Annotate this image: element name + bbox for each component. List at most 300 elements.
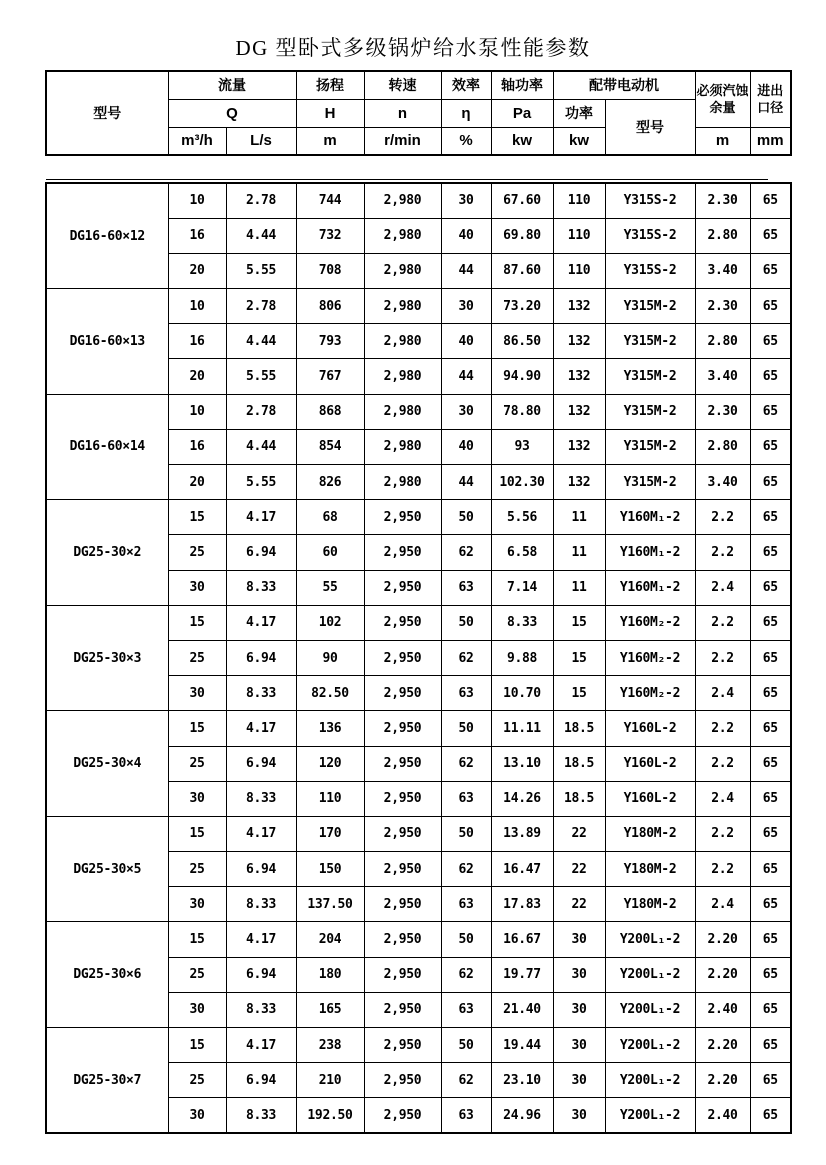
data-cell: 2.20 [695, 1028, 750, 1063]
data-cell: 65 [750, 1028, 791, 1063]
header-npsh-unit: m [695, 127, 750, 155]
data-cell: 8.33 [226, 781, 296, 816]
table-row [46, 816, 791, 851]
data-cell: 60 [296, 535, 364, 570]
data-cell: 2,980 [364, 324, 441, 359]
data-cell: 2.20 [695, 957, 750, 992]
data-cell: Y160M₁-2 [605, 500, 695, 535]
data-cell: 30 [168, 676, 226, 711]
data-cell: 30 [553, 1098, 605, 1133]
data-cell: 13.10 [491, 746, 553, 781]
data-cell: 9.88 [491, 640, 553, 675]
data-cell: 15 [168, 816, 226, 851]
data-cell: 30 [553, 1028, 605, 1063]
data-cell: 192.50 [296, 1098, 364, 1133]
data-cell: 63 [441, 992, 491, 1027]
header-ports: 进出口径 [750, 71, 791, 127]
data-cell: 2,980 [364, 183, 441, 218]
data-cell: 65 [750, 183, 791, 218]
data-cell: 4.17 [226, 816, 296, 851]
data-cell: 10.70 [491, 676, 553, 711]
pump-model-cell: DG25-30×7 [46, 1028, 168, 1134]
header-head: 扬程 [296, 71, 364, 99]
data-cell: 94.90 [491, 359, 553, 394]
header-ports-unit: mm [750, 127, 791, 155]
data-cell: 62 [441, 957, 491, 992]
data-cell: 2,980 [364, 289, 441, 324]
data-cell: 5.55 [226, 465, 296, 500]
data-cell: 4.17 [226, 922, 296, 957]
data-cell: 15 [168, 500, 226, 535]
header-efficiency-unit: % [441, 127, 491, 155]
data-cell: 150 [296, 852, 364, 887]
data-cell: 11 [553, 570, 605, 605]
data-cell: 2.40 [695, 992, 750, 1027]
data-cell: 93 [491, 429, 553, 464]
data-cell: Y200L₁-2 [605, 1063, 695, 1098]
data-cell: 11.11 [491, 711, 553, 746]
data-cell: 6.94 [226, 535, 296, 570]
data-cell: 10 [168, 394, 226, 429]
data-cell: 8.33 [226, 1098, 296, 1133]
data-cell: 65 [750, 957, 791, 992]
data-cell: 6.94 [226, 957, 296, 992]
data-cell: 65 [750, 640, 791, 675]
data-cell: 18.5 [553, 711, 605, 746]
data-cell: 67.60 [491, 183, 553, 218]
data-cell: 18.5 [553, 746, 605, 781]
data-cell: Y200L₁-2 [605, 922, 695, 957]
data-cell: 2.4 [695, 570, 750, 605]
data-cell: 110 [553, 253, 605, 288]
data-cell: 2,950 [364, 535, 441, 570]
data-cell: 30 [553, 957, 605, 992]
data-cell: 132 [553, 465, 605, 500]
data-cell: 132 [553, 359, 605, 394]
pump-table-body [46, 183, 791, 1133]
data-cell: 102.30 [491, 465, 553, 500]
data-cell: 63 [441, 570, 491, 605]
table-row [46, 289, 791, 324]
data-cell: Y160L-2 [605, 711, 695, 746]
data-cell: 6.58 [491, 535, 553, 570]
data-cell: 50 [441, 922, 491, 957]
data-cell: 2.20 [695, 922, 750, 957]
data-cell: 63 [441, 781, 491, 816]
data-cell: Y160L-2 [605, 746, 695, 781]
header-motor-model: 型号 [605, 99, 695, 155]
data-cell: 40 [441, 324, 491, 359]
data-cell: Y200L₁-2 [605, 992, 695, 1027]
data-cell: 30 [168, 570, 226, 605]
data-cell: Y315M-2 [605, 324, 695, 359]
data-cell: 65 [750, 852, 791, 887]
data-cell: 30 [441, 289, 491, 324]
page-title: DG 型卧式多级锅炉给水泵性能参数 [235, 36, 591, 60]
data-cell: 2,950 [364, 992, 441, 1027]
data-cell: 102 [296, 605, 364, 640]
data-cell: 20 [168, 359, 226, 394]
data-cell: 4.44 [226, 429, 296, 464]
data-cell: 63 [441, 1098, 491, 1133]
data-cell: 15 [168, 605, 226, 640]
data-cell: 65 [750, 218, 791, 253]
header-flow: 流量 [168, 71, 296, 99]
data-cell: 2.2 [695, 500, 750, 535]
data-cell: 8.33 [226, 992, 296, 1027]
data-cell: 120 [296, 746, 364, 781]
data-cell: 2.40 [695, 1098, 750, 1133]
data-cell: 65 [750, 429, 791, 464]
table-row [46, 183, 791, 218]
data-cell: 30 [441, 394, 491, 429]
header-flow-symbol: Q [168, 99, 296, 127]
header-speed-unit: r/min [364, 127, 441, 155]
data-cell: 6.94 [226, 852, 296, 887]
data-cell: 65 [750, 394, 791, 429]
data-cell: 170 [296, 816, 364, 851]
data-cell: Y315M-2 [605, 289, 695, 324]
data-cell: 2,950 [364, 781, 441, 816]
data-cell: 44 [441, 359, 491, 394]
data-cell: 50 [441, 500, 491, 535]
data-cell: 65 [750, 289, 791, 324]
data-cell: 87.60 [491, 253, 553, 288]
data-cell: 30 [553, 992, 605, 1027]
data-cell: 2,950 [364, 887, 441, 922]
data-cell: 65 [750, 887, 791, 922]
header-flow-unit-m3h: m³/h [168, 127, 226, 155]
data-cell: 2,950 [364, 500, 441, 535]
data-cell: 50 [441, 1028, 491, 1063]
data-cell: 8.33 [226, 676, 296, 711]
data-cell: 15 [553, 640, 605, 675]
data-cell: 2.2 [695, 535, 750, 570]
data-cell: 2,950 [364, 1063, 441, 1098]
data-cell: 16 [168, 324, 226, 359]
data-cell: 4.44 [226, 324, 296, 359]
data-cell: 6.94 [226, 746, 296, 781]
data-cell: 30 [553, 922, 605, 957]
data-cell: 2,950 [364, 605, 441, 640]
data-cell: 65 [750, 535, 791, 570]
data-cell: 11 [553, 500, 605, 535]
data-cell: 210 [296, 1063, 364, 1098]
data-cell: 65 [750, 992, 791, 1027]
data-cell: 25 [168, 957, 226, 992]
data-cell: 40 [441, 218, 491, 253]
data-cell: 5.55 [226, 359, 296, 394]
data-cell: 8.33 [491, 605, 553, 640]
data-cell: 2.2 [695, 816, 750, 851]
header-shaft-power-unit: kw [491, 127, 553, 155]
data-cell: 2.2 [695, 746, 750, 781]
data-cell: Y200L₁-2 [605, 1098, 695, 1133]
data-cell: 50 [441, 816, 491, 851]
data-cell: 65 [750, 605, 791, 640]
data-cell: 767 [296, 359, 364, 394]
data-cell: 86.50 [491, 324, 553, 359]
data-cell: 20 [168, 465, 226, 500]
data-cell: 16.47 [491, 852, 553, 887]
data-cell: 65 [750, 676, 791, 711]
data-cell: 11 [553, 535, 605, 570]
data-cell: 44 [441, 253, 491, 288]
data-cell: 30 [168, 1098, 226, 1133]
header-shaft-power: 轴功率 [491, 71, 553, 99]
table-row [46, 1028, 791, 1063]
data-cell: 65 [750, 359, 791, 394]
data-cell: 2,980 [364, 429, 441, 464]
data-cell: 165 [296, 992, 364, 1027]
data-cell: 17.83 [491, 887, 553, 922]
table-row [46, 500, 791, 535]
data-cell: Y160L-2 [605, 781, 695, 816]
data-cell: 65 [750, 922, 791, 957]
data-cell: 50 [441, 711, 491, 746]
pump-model-cell: DG25-30×6 [46, 922, 168, 1028]
data-cell: 69.80 [491, 218, 553, 253]
data-cell: 16 [168, 429, 226, 464]
data-cell: 8.33 [226, 887, 296, 922]
data-cell: 2.78 [226, 289, 296, 324]
data-cell: 13.89 [491, 816, 553, 851]
data-cell: 63 [441, 676, 491, 711]
table-row [46, 394, 791, 429]
data-cell: 4.17 [226, 500, 296, 535]
data-cell: 4.17 [226, 711, 296, 746]
data-cell: Y180M-2 [605, 887, 695, 922]
table-row [46, 605, 791, 640]
data-cell: 2,980 [364, 465, 441, 500]
pump-model-cell: DG25-30×3 [46, 605, 168, 711]
data-cell: 2,950 [364, 816, 441, 851]
data-cell: 2,950 [364, 957, 441, 992]
data-cell: 65 [750, 711, 791, 746]
data-cell: 2,980 [364, 218, 441, 253]
data-cell: Y180M-2 [605, 852, 695, 887]
data-cell: 6.94 [226, 640, 296, 675]
data-cell: 2.80 [695, 218, 750, 253]
data-cell: Y315M-2 [605, 465, 695, 500]
data-cell: 2.2 [695, 605, 750, 640]
data-cell: 132 [553, 429, 605, 464]
data-cell: 5.56 [491, 500, 553, 535]
data-cell: 25 [168, 746, 226, 781]
data-cell: 25 [168, 535, 226, 570]
data-cell: 2.80 [695, 429, 750, 464]
data-cell: 2,980 [364, 253, 441, 288]
data-cell: 62 [441, 746, 491, 781]
header-head-unit: m [296, 127, 364, 155]
data-cell: 22 [553, 887, 605, 922]
data-cell: 2,950 [364, 922, 441, 957]
data-cell: 6.94 [226, 1063, 296, 1098]
data-cell: 25 [168, 640, 226, 675]
data-cell: 55 [296, 570, 364, 605]
data-cell: 19.77 [491, 957, 553, 992]
data-cell: 30 [441, 183, 491, 218]
data-cell: 826 [296, 465, 364, 500]
data-cell: Y160M₁-2 [605, 570, 695, 605]
data-cell: 62 [441, 852, 491, 887]
data-cell: 3.40 [695, 359, 750, 394]
header-model: 型号 [46, 71, 168, 155]
data-cell: 2,950 [364, 640, 441, 675]
data-cell: 2.4 [695, 887, 750, 922]
pump-model-cell: DG16-60×14 [46, 394, 168, 500]
data-cell: 15 [168, 711, 226, 746]
data-cell: 30 [168, 781, 226, 816]
data-cell: 15 [168, 922, 226, 957]
data-cell: Y315M-2 [605, 359, 695, 394]
data-cell: 65 [750, 324, 791, 359]
data-cell: Y315S-2 [605, 218, 695, 253]
pump-model-cell: DG25-30×5 [46, 816, 168, 922]
data-cell: Y160M₂-2 [605, 640, 695, 675]
header-motor-power: 功率 [553, 99, 605, 127]
data-cell: 204 [296, 922, 364, 957]
header-speed: 转速 [364, 71, 441, 99]
table-top-rule [46, 179, 768, 180]
data-cell: 110 [553, 218, 605, 253]
data-cell: 19.44 [491, 1028, 553, 1063]
data-cell: 7.14 [491, 570, 553, 605]
data-cell: 2,950 [364, 1098, 441, 1133]
data-cell: 90 [296, 640, 364, 675]
data-cell: 132 [553, 324, 605, 359]
data-cell: 2.2 [695, 711, 750, 746]
data-cell: 18.5 [553, 781, 605, 816]
data-cell: 2.4 [695, 676, 750, 711]
data-cell: 2.30 [695, 289, 750, 324]
data-cell: 744 [296, 183, 364, 218]
data-cell: 10 [168, 289, 226, 324]
data-cell: 2.2 [695, 852, 750, 887]
data-cell: 2.78 [226, 183, 296, 218]
pump-model-cell: DG25-30×2 [46, 500, 168, 606]
data-cell: 14.26 [491, 781, 553, 816]
header-row-1 [46, 71, 791, 99]
header-motor: 配带电动机 [553, 71, 695, 99]
data-cell: 10 [168, 183, 226, 218]
data-cell: 732 [296, 218, 364, 253]
table-row [46, 711, 791, 746]
data-cell: 110 [553, 183, 605, 218]
data-cell: 2.80 [695, 324, 750, 359]
data-cell: 2,950 [364, 746, 441, 781]
data-cell: Y315M-2 [605, 394, 695, 429]
data-cell: 65 [750, 746, 791, 781]
header-motor-power-unit: kw [553, 127, 605, 155]
data-cell: 15 [553, 605, 605, 640]
pump-data-table [45, 182, 792, 1134]
data-cell: 20 [168, 253, 226, 288]
data-cell: 5.55 [226, 253, 296, 288]
data-cell: 136 [296, 711, 364, 746]
data-cell: 2.20 [695, 1063, 750, 1098]
data-cell: 50 [441, 605, 491, 640]
data-cell: Y315S-2 [605, 253, 695, 288]
data-cell: 65 [750, 1098, 791, 1133]
data-cell: 65 [750, 1063, 791, 1098]
header-speed-symbol: n [364, 99, 441, 127]
data-cell: 65 [750, 500, 791, 535]
data-cell: 132 [553, 289, 605, 324]
data-cell: 2,950 [364, 570, 441, 605]
data-cell: 25 [168, 1063, 226, 1098]
data-cell: 2,980 [364, 394, 441, 429]
data-cell: 3.40 [695, 253, 750, 288]
data-cell: 793 [296, 324, 364, 359]
data-cell: Y200L₁-2 [605, 1028, 695, 1063]
data-cell: 73.20 [491, 289, 553, 324]
data-cell: 78.80 [491, 394, 553, 429]
data-cell: 21.40 [491, 992, 553, 1027]
data-cell: 65 [750, 781, 791, 816]
data-cell: 22 [553, 852, 605, 887]
header-efficiency-symbol: η [441, 99, 491, 127]
data-cell: 2.4 [695, 781, 750, 816]
data-cell: Y315M-2 [605, 429, 695, 464]
data-cell: 25 [168, 852, 226, 887]
table-row [46, 922, 791, 957]
data-cell: 2,950 [364, 1028, 441, 1063]
data-cell: 22 [553, 816, 605, 851]
data-cell: 2.30 [695, 183, 750, 218]
data-cell: 65 [750, 465, 791, 500]
data-cell: 65 [750, 816, 791, 851]
data-cell: Y315S-2 [605, 183, 695, 218]
header-efficiency: 效率 [441, 71, 491, 99]
data-cell: 3.40 [695, 465, 750, 500]
pump-model-cell: DG25-30×4 [46, 711, 168, 817]
data-cell: 2,980 [364, 359, 441, 394]
header-head-symbol: H [296, 99, 364, 127]
data-cell: 62 [441, 640, 491, 675]
data-cell: 2.2 [695, 640, 750, 675]
data-cell: 40 [441, 429, 491, 464]
data-cell: 30 [168, 992, 226, 1027]
header-npsh: 必须汽蚀余量 [695, 71, 750, 127]
data-cell: 2.30 [695, 394, 750, 429]
data-cell: 137.50 [296, 887, 364, 922]
data-cell: 65 [750, 253, 791, 288]
data-cell: Y160M₁-2 [605, 535, 695, 570]
data-cell: 2.78 [226, 394, 296, 429]
header-shaft-power-symbol: Pa [491, 99, 553, 127]
data-cell: Y160M₂-2 [605, 676, 695, 711]
data-cell: 238 [296, 1028, 364, 1063]
data-cell: 62 [441, 1063, 491, 1098]
pump-model-cell: DG16-60×12 [46, 183, 168, 289]
data-cell: 854 [296, 429, 364, 464]
data-cell: 44 [441, 465, 491, 500]
data-cell: 15 [168, 1028, 226, 1063]
data-cell: Y180M-2 [605, 816, 695, 851]
data-cell: 30 [168, 887, 226, 922]
header-table [45, 70, 792, 156]
data-cell: 2,950 [364, 676, 441, 711]
data-cell: 2,950 [364, 711, 441, 746]
data-cell: 806 [296, 289, 364, 324]
data-cell: 15 [553, 676, 605, 711]
data-cell: 23.10 [491, 1063, 553, 1098]
data-cell: 65 [750, 570, 791, 605]
data-cell: 4.17 [226, 605, 296, 640]
data-cell: 62 [441, 535, 491, 570]
data-cell: 63 [441, 887, 491, 922]
